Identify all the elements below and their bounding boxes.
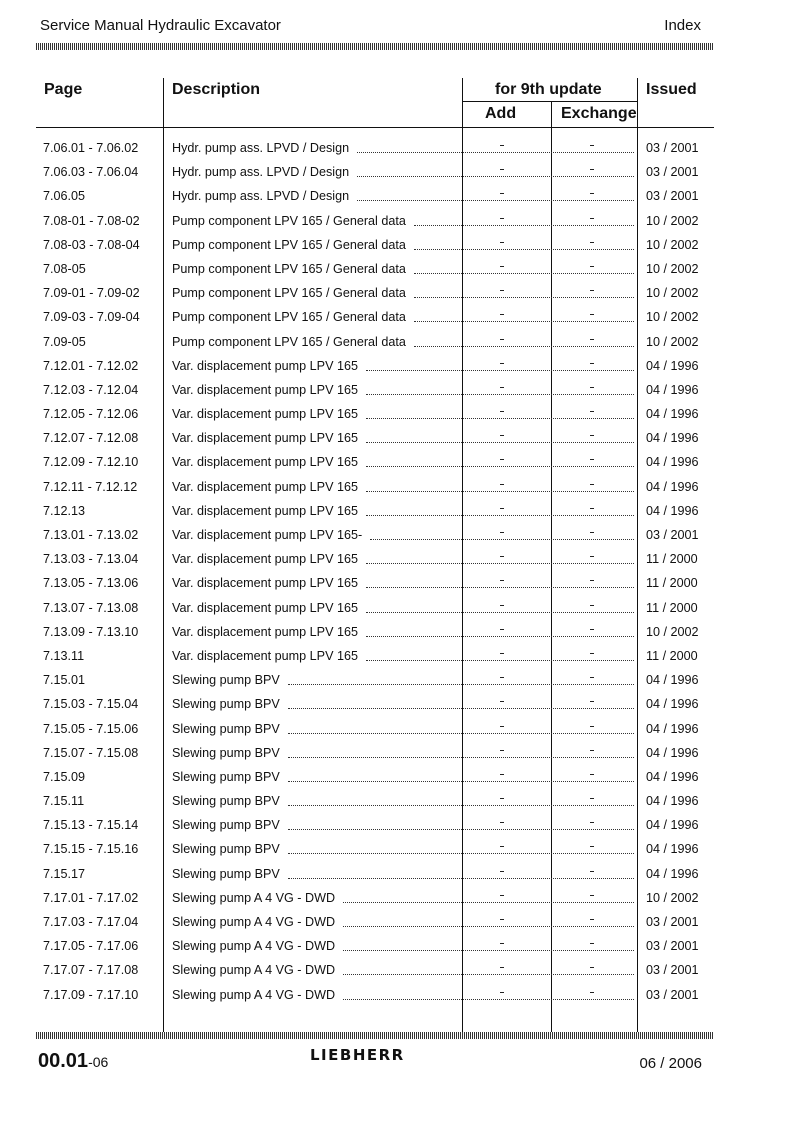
table-row bbox=[0, 621, 794, 645]
table-row bbox=[0, 597, 794, 621]
row-issued: 10 / 2002 bbox=[646, 624, 699, 639]
row-issued: 10 / 2002 bbox=[646, 310, 699, 325]
dash-mark bbox=[500, 145, 504, 146]
table-row bbox=[0, 403, 794, 427]
dot-leader bbox=[366, 600, 634, 613]
row-page: 7.13.05 - 7.13.06 bbox=[43, 576, 139, 591]
dot-leader bbox=[288, 696, 634, 709]
row-page: 7.06.01 - 7.06.02 bbox=[43, 141, 139, 155]
dash-mark bbox=[590, 798, 594, 799]
dot-leader bbox=[288, 721, 634, 734]
row-description: Slewing pump A 4 VG - DWD bbox=[172, 890, 336, 905]
row-issued: 11 / 2000 bbox=[646, 552, 698, 567]
top-hatch-band bbox=[36, 43, 714, 50]
table-row bbox=[0, 935, 794, 959]
row-page: 7.12.11 - 7.12.12 bbox=[43, 479, 138, 494]
row-description: Var. displacement pump LPV 165 bbox=[172, 382, 358, 397]
row-description: Slewing pump BPV bbox=[172, 842, 280, 857]
col-header-page: Page bbox=[44, 81, 83, 98]
table-row bbox=[0, 766, 794, 790]
row-description: Slewing pump BPV bbox=[172, 673, 280, 688]
dash-mark bbox=[590, 339, 594, 340]
table-row bbox=[0, 887, 794, 911]
row-issued: 04 / 1996 bbox=[646, 721, 699, 736]
row-description: Var. displacement pump LPV 165 bbox=[172, 479, 358, 494]
table-row bbox=[0, 282, 794, 306]
row-description: Slewing pump BPV bbox=[172, 745, 280, 760]
page-number-main: 00.01 bbox=[38, 1050, 89, 1072]
dash-mark bbox=[500, 992, 504, 993]
dash-mark bbox=[500, 846, 504, 847]
table-row bbox=[0, 137, 794, 161]
row-description: Slewing pump A 4 VG - DWD bbox=[172, 939, 336, 954]
row-issued: 04 / 1996 bbox=[646, 431, 699, 446]
row-description: Slewing pump A 4 VG - DWD bbox=[172, 987, 336, 1002]
table-row bbox=[0, 234, 794, 258]
dash-mark bbox=[590, 605, 594, 606]
row-description: Slewing pump A 4 VG - DWD bbox=[172, 963, 336, 978]
row-page: 7.09-01 - 7.09-02 bbox=[43, 286, 140, 301]
dot-leader bbox=[288, 793, 634, 806]
dot-leader bbox=[414, 285, 634, 298]
row-issued: 10 / 2002 bbox=[646, 213, 699, 228]
row-description: Slewing pump BPV bbox=[172, 818, 280, 833]
dash-mark bbox=[500, 629, 504, 630]
table-row bbox=[0, 911, 794, 935]
row-issued: 11 / 2000 bbox=[646, 576, 698, 591]
dash-mark bbox=[590, 871, 594, 872]
row-page: 7.17.05 - 7.17.06 bbox=[43, 939, 139, 954]
dash-mark bbox=[590, 750, 594, 751]
row-issued: 04 / 1996 bbox=[646, 479, 699, 494]
dash-mark bbox=[500, 387, 504, 388]
dash-mark bbox=[500, 605, 504, 606]
dash-mark bbox=[590, 169, 594, 170]
row-issued: 04 / 1996 bbox=[646, 842, 699, 857]
dot-leader bbox=[343, 914, 634, 927]
dash-mark bbox=[500, 822, 504, 823]
table-row bbox=[0, 331, 794, 355]
dash-mark bbox=[590, 822, 594, 823]
table-row bbox=[0, 355, 794, 379]
table-row bbox=[0, 161, 794, 185]
dash-mark bbox=[590, 774, 594, 775]
dash-mark bbox=[590, 556, 594, 557]
dash-mark bbox=[500, 919, 504, 920]
row-issued: 04 / 1996 bbox=[646, 697, 699, 712]
dash-mark bbox=[500, 774, 504, 775]
table-row bbox=[0, 814, 794, 838]
dash-mark bbox=[590, 435, 594, 436]
table-body bbox=[0, 137, 794, 1008]
table-row bbox=[0, 959, 794, 983]
table-row bbox=[0, 669, 794, 693]
table-row bbox=[0, 210, 794, 234]
dash-mark bbox=[590, 290, 594, 291]
table-row bbox=[0, 500, 794, 524]
dot-leader bbox=[343, 890, 634, 903]
row-page: 7.06.05 bbox=[43, 189, 86, 204]
table-row bbox=[0, 863, 794, 887]
dash-mark bbox=[590, 677, 594, 678]
dot-leader bbox=[343, 962, 634, 975]
dot-leader bbox=[288, 841, 634, 854]
dash-mark bbox=[500, 701, 504, 702]
row-description: Pump component LPV 165 / General data bbox=[172, 334, 406, 349]
dot-leader bbox=[288, 817, 634, 830]
row-issued: 04 / 1996 bbox=[646, 503, 699, 518]
table-row bbox=[0, 451, 794, 475]
row-description: Slewing pump BPV bbox=[172, 769, 280, 784]
dash-mark bbox=[500, 290, 504, 291]
dash-mark bbox=[500, 508, 504, 509]
row-description: Var. displacement pump LPV 165 bbox=[172, 552, 358, 567]
dot-leader bbox=[357, 164, 634, 177]
col-header-update: for 9th update bbox=[495, 81, 602, 98]
dash-mark bbox=[590, 508, 594, 509]
dash-mark bbox=[500, 580, 504, 581]
dash-mark bbox=[500, 314, 504, 315]
dot-leader bbox=[414, 309, 634, 322]
row-description: Hydr. pump ass. LPVD / Design bbox=[172, 141, 350, 155]
dash-mark bbox=[590, 459, 594, 460]
col-header-issued: Issued bbox=[646, 81, 697, 98]
row-page: 7.17.03 - 7.17.04 bbox=[43, 915, 139, 929]
table-row bbox=[0, 838, 794, 862]
dash-mark bbox=[500, 242, 504, 243]
table-row bbox=[0, 742, 794, 766]
dash-mark bbox=[500, 363, 504, 364]
row-description: Var. displacement pump LPV 165 bbox=[172, 576, 358, 591]
dash-mark bbox=[590, 411, 594, 412]
dot-leader bbox=[414, 334, 634, 347]
dash-mark bbox=[500, 726, 504, 727]
row-issued: 03 / 2001 bbox=[646, 528, 699, 542]
dash-mark bbox=[590, 653, 594, 654]
update-subheader-line bbox=[462, 101, 637, 102]
row-page: 7.13.09 - 7.13.10 bbox=[43, 624, 139, 639]
dash-mark bbox=[590, 266, 594, 267]
row-page: 7.08-03 - 7.08-04 bbox=[43, 237, 140, 252]
dash-mark bbox=[590, 363, 594, 364]
dot-leader bbox=[370, 527, 634, 540]
col-header-add: Add bbox=[485, 105, 517, 122]
row-issued: 03 / 2001 bbox=[646, 141, 699, 155]
row-description: Slewing pump BPV bbox=[172, 721, 280, 736]
table-row bbox=[0, 572, 794, 596]
row-description: Slewing pump A 4 VG - DWD bbox=[172, 915, 336, 929]
dash-mark bbox=[500, 484, 504, 485]
col-header-description: Description bbox=[172, 81, 261, 98]
dot-leader bbox=[288, 672, 634, 685]
dash-mark bbox=[590, 532, 594, 533]
dash-mark bbox=[590, 218, 594, 219]
row-description: Slewing pump BPV bbox=[172, 697, 280, 712]
dash-mark bbox=[500, 895, 504, 896]
row-page: 7.15.03 - 7.15.04 bbox=[43, 697, 139, 712]
row-page: 7.15.17 bbox=[43, 866, 86, 881]
row-issued: 03 / 2001 bbox=[646, 963, 699, 978]
dash-mark bbox=[500, 871, 504, 872]
row-issued: 04 / 1996 bbox=[646, 382, 699, 397]
dash-mark bbox=[500, 653, 504, 654]
row-issued: 04 / 1996 bbox=[646, 769, 699, 784]
row-description: Hydr. pump ass. LPVD / Design bbox=[172, 165, 350, 180]
dash-mark bbox=[500, 266, 504, 267]
dot-leader bbox=[288, 769, 634, 782]
dot-leader bbox=[343, 987, 634, 1000]
dot-leader bbox=[414, 261, 634, 274]
row-page: 7.06.03 - 7.06.04 bbox=[43, 165, 139, 180]
dash-mark bbox=[500, 169, 504, 170]
dash-mark bbox=[590, 314, 594, 315]
row-page: 7.15.13 - 7.15.14 bbox=[43, 818, 139, 833]
row-description: Var. displacement pump LPV 165 bbox=[172, 455, 358, 470]
dot-leader bbox=[366, 575, 634, 588]
dash-mark bbox=[590, 145, 594, 146]
dot-leader bbox=[366, 406, 634, 419]
row-description: Slewing pump BPV bbox=[172, 794, 280, 809]
dash-mark bbox=[590, 967, 594, 968]
dash-mark bbox=[590, 387, 594, 388]
row-page: 7.13.03 - 7.13.04 bbox=[43, 552, 139, 567]
row-description: Var. displacement pump LPV 165 bbox=[172, 624, 358, 639]
row-page: 7.15.09 bbox=[43, 769, 86, 784]
dot-leader bbox=[366, 430, 634, 443]
row-page: 7.15.05 - 7.15.06 bbox=[43, 721, 139, 736]
row-description: Pump component LPV 165 / General data bbox=[172, 310, 406, 325]
dash-mark bbox=[590, 193, 594, 194]
dash-mark bbox=[500, 218, 504, 219]
row-issued: 04 / 1996 bbox=[646, 407, 699, 422]
row-issued: 10 / 2002 bbox=[646, 261, 699, 276]
row-issued: 03 / 2001 bbox=[646, 915, 699, 929]
row-description: Var. displacement pump LPV 165 bbox=[172, 407, 358, 422]
page-number bbox=[38, 1050, 108, 1073]
dash-mark bbox=[500, 750, 504, 751]
dash-mark bbox=[500, 943, 504, 944]
dash-mark bbox=[590, 629, 594, 630]
page-number-suffix: -06 bbox=[88, 1054, 109, 1070]
dash-mark bbox=[590, 242, 594, 243]
table-row bbox=[0, 548, 794, 572]
row-description: Pump component LPV 165 / General data bbox=[172, 213, 406, 228]
row-description: Slewing pump BPV bbox=[172, 866, 280, 881]
row-description: Pump component LPV 165 / General data bbox=[172, 237, 406, 252]
row-issued: 10 / 2002 bbox=[646, 334, 699, 349]
dot-leader bbox=[357, 140, 634, 153]
dash-mark bbox=[590, 846, 594, 847]
manual-title: Service Manual Hydraulic Excavator bbox=[40, 17, 281, 34]
table-row bbox=[0, 427, 794, 451]
row-description: Var. displacement pump LPV 165 bbox=[172, 358, 358, 373]
dot-leader bbox=[357, 188, 634, 201]
dot-leader bbox=[366, 454, 634, 467]
dot-leader bbox=[288, 866, 634, 879]
dash-mark bbox=[590, 580, 594, 581]
bottom-hatch-band bbox=[36, 1032, 714, 1039]
row-page: 7.08-05 bbox=[43, 261, 86, 276]
dash-mark bbox=[590, 895, 594, 896]
row-issued: 03 / 2001 bbox=[646, 189, 699, 204]
row-description: Var. displacement pump LPV 165 bbox=[172, 503, 358, 518]
row-page: 7.08-01 - 7.08-02 bbox=[43, 213, 140, 228]
row-page: 7.12.09 - 7.12.10 bbox=[43, 455, 139, 470]
dot-leader bbox=[414, 213, 634, 226]
row-description: Var. displacement pump LPV 165 bbox=[172, 431, 358, 446]
dash-mark bbox=[500, 798, 504, 799]
footer-date: 06 / 2006 bbox=[639, 1055, 702, 1072]
row-page: 7.12.07 - 7.12.08 bbox=[43, 431, 139, 446]
table-row bbox=[0, 790, 794, 814]
row-page: 7.09-05 bbox=[43, 334, 86, 349]
row-issued: 04 / 1996 bbox=[646, 358, 699, 373]
row-issued: 04 / 1996 bbox=[646, 818, 699, 833]
table-row bbox=[0, 476, 794, 500]
row-issued: 11 / 2000 bbox=[646, 648, 698, 663]
dash-mark bbox=[500, 411, 504, 412]
row-page: 7.12.13 bbox=[43, 503, 86, 518]
table-row bbox=[0, 524, 794, 548]
dash-mark bbox=[590, 992, 594, 993]
dot-leader bbox=[366, 382, 634, 395]
dot-leader bbox=[343, 938, 634, 951]
row-issued: 03 / 2001 bbox=[646, 165, 699, 180]
table-row bbox=[0, 693, 794, 717]
dash-mark bbox=[590, 701, 594, 702]
dash-mark bbox=[500, 435, 504, 436]
row-page: 7.13.11 bbox=[43, 648, 85, 663]
row-description: Pump component LPV 165 / General data bbox=[172, 261, 406, 276]
dot-leader bbox=[414, 237, 634, 250]
row-issued: 04 / 1996 bbox=[646, 455, 699, 470]
row-issued: 10 / 2002 bbox=[646, 286, 699, 301]
row-page: 7.09-03 - 7.09-04 bbox=[43, 310, 140, 325]
row-page: 7.17.09 - 7.17.10 bbox=[43, 987, 139, 1002]
dot-leader bbox=[366, 503, 634, 516]
row-page: 7.15.01 bbox=[43, 673, 86, 688]
dash-mark bbox=[500, 339, 504, 340]
dot-leader bbox=[366, 551, 634, 564]
row-page: 7.12.03 - 7.12.04 bbox=[43, 382, 139, 397]
dash-mark bbox=[500, 459, 504, 460]
row-page: 7.15.07 - 7.15.08 bbox=[43, 745, 139, 760]
table-row bbox=[0, 984, 794, 1008]
row-issued: 03 / 2001 bbox=[646, 987, 699, 1002]
row-issued: 04 / 1996 bbox=[646, 673, 699, 688]
row-issued: 10 / 2002 bbox=[646, 890, 699, 905]
row-page: 7.12.01 - 7.12.02 bbox=[43, 358, 139, 373]
liebherr-logo: LIEBHERR bbox=[310, 1046, 405, 1064]
table-row bbox=[0, 306, 794, 330]
dash-mark bbox=[590, 943, 594, 944]
row-page: 7.15.15 - 7.15.16 bbox=[43, 842, 139, 857]
row-page: 7.17.07 - 7.17.08 bbox=[43, 963, 139, 978]
row-description: Var. displacement pump LPV 165 bbox=[172, 600, 358, 615]
row-page: 7.13.07 - 7.13.08 bbox=[43, 600, 139, 615]
row-description: Var. displacement pump LPV 165- bbox=[172, 528, 363, 542]
row-description: Pump component LPV 165 / General data bbox=[172, 286, 406, 301]
row-page: 7.17.01 - 7.17.02 bbox=[43, 890, 139, 905]
table-row bbox=[0, 258, 794, 282]
table-row bbox=[0, 645, 794, 669]
dash-mark bbox=[500, 677, 504, 678]
row-issued: 03 / 2001 bbox=[646, 939, 699, 954]
dot-leader bbox=[366, 624, 634, 637]
row-issued: 04 / 1996 bbox=[646, 794, 699, 809]
table-row bbox=[0, 718, 794, 742]
row-description: Hydr. pump ass. LPVD / Design bbox=[172, 189, 350, 204]
table-row bbox=[0, 185, 794, 209]
dot-leader bbox=[366, 648, 634, 661]
row-description: Var. displacement pump LPV 165 bbox=[172, 648, 358, 663]
row-page: 7.13.01 - 7.13.02 bbox=[43, 528, 139, 542]
table-row bbox=[0, 379, 794, 403]
dot-leader bbox=[366, 358, 634, 371]
row-issued: 04 / 1996 bbox=[646, 866, 699, 881]
dot-leader bbox=[366, 479, 634, 492]
dash-mark bbox=[500, 193, 504, 194]
row-issued: 04 / 1996 bbox=[646, 745, 699, 760]
dash-mark bbox=[590, 919, 594, 920]
dash-mark bbox=[500, 967, 504, 968]
row-issued: 10 / 2002 bbox=[646, 237, 699, 252]
dash-mark bbox=[500, 556, 504, 557]
dash-mark bbox=[500, 532, 504, 533]
dash-mark bbox=[590, 726, 594, 727]
row-issued: 11 / 2000 bbox=[646, 600, 698, 615]
dash-mark bbox=[590, 484, 594, 485]
dot-leader bbox=[288, 745, 634, 758]
header-bottom-line bbox=[36, 127, 714, 128]
row-page: 7.15.11 bbox=[43, 794, 85, 809]
row-page: 7.12.05 - 7.12.06 bbox=[43, 407, 139, 422]
section-label: Index bbox=[664, 17, 701, 34]
col-header-exchange: Exchange bbox=[561, 105, 637, 122]
